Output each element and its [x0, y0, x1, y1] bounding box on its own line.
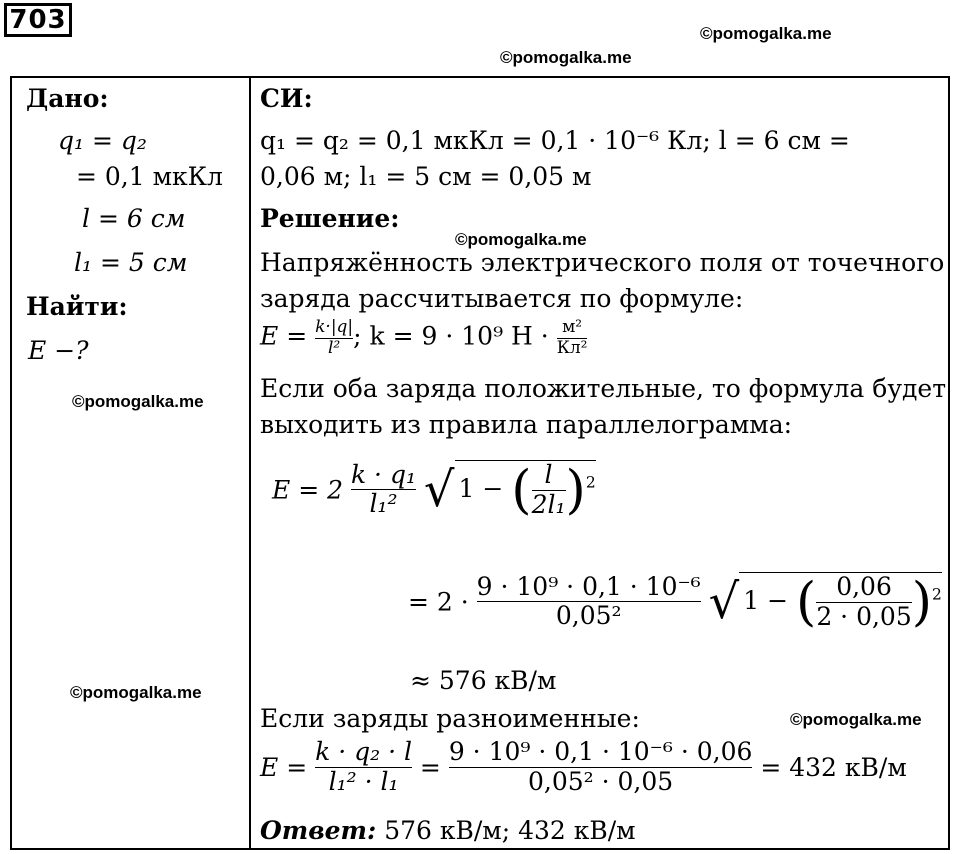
formula-3-left-paren: ( [796, 572, 817, 633]
formula-3-numerator: 9 · 10⁹ · 0,1 · 10⁻⁶ [476, 571, 701, 601]
answer-line [260, 816, 636, 845]
result-same-sign: ≈ 576 кВ/м [410, 666, 557, 695]
formula-5-equals: = [419, 752, 441, 782]
formula-parallelogram-numeric [408, 572, 942, 632]
formula-2-exponent: 2 [585, 473, 596, 492]
formula-2-inner-denominator: 2l₁ [531, 489, 566, 519]
given-line-2: = 0,1 мкКл [76, 162, 223, 191]
formula-5-numerator-2: 9 · 10⁹ · 0,1 · 10⁻⁶ · 0,06 [448, 737, 753, 766]
formula-2-lhs: E = 2 [272, 475, 343, 505]
watermark-top-center: ©pomogalka.me [500, 48, 632, 67]
formula-2-left-paren: ( [511, 460, 532, 521]
formula-5-denominator-2: 0,05² · 0,05 [449, 767, 753, 797]
problem-number: 703 [4, 3, 72, 37]
formula-3-lhs: = 2 · [408, 587, 469, 617]
formula-1-numerator: k·|q| [315, 317, 354, 337]
column-divider [249, 76, 251, 850]
formula-opposite-signs [260, 738, 907, 797]
formula-1-lhs: E = [260, 321, 308, 351]
formula-3-inner-denominator: 2 · 0,05 [816, 601, 912, 631]
formula-field-definition [260, 318, 587, 358]
formula-3-exponent: 2 [932, 585, 942, 604]
si-line-2: 0,06 м; l₁ = 5 см = 0,05 м [260, 162, 592, 191]
formula-5-denominator-1: l₁² · l₁ [315, 767, 412, 797]
formula-1-constant: ; k = 9 · 10⁹ Н · [353, 321, 549, 351]
formula-3-radicand [739, 572, 942, 632]
formula-2-inner-numerator: l [544, 460, 553, 489]
formula-2-fraction [351, 461, 416, 520]
si-line-1: q₁ = q₂ = 0,1 мкКл = 0,1 · 10⁻⁶ Кл; l = 6 см = [260, 126, 850, 155]
formula-5-result: = 432 кВ/м [760, 752, 907, 782]
formula-3-fraction [477, 573, 701, 632]
formula-1-denominator: l² [315, 338, 353, 359]
formula-5-fraction-2 [449, 738, 753, 797]
watermark-left-upper: ©pomogalka.me [72, 392, 204, 411]
formula-3-right-paren: ) [911, 572, 933, 633]
formula-3-inner-numerator: 0,06 [836, 572, 892, 601]
watermark-top-right: ©pomogalka.me [700, 24, 832, 43]
solution-paragraph-2: заряда рассчитывается по формуле: [260, 284, 744, 313]
solution-heading: Решение: [260, 204, 400, 233]
formula-1-unit-fraction [557, 318, 588, 358]
formula-parallelogram-symbolic [272, 460, 596, 520]
solution-paragraph-4: выходить из правила параллелограмма: [260, 410, 793, 439]
given-line-4: l₁ = 5 см [74, 248, 188, 277]
si-heading: СИ: [260, 84, 313, 113]
watermark-left-lower: ©pomogalka.me [70, 683, 202, 702]
solution-paragraph-5: Если заряды разноименные: [260, 704, 640, 733]
find-heading: Найти: [26, 292, 128, 321]
solution-paragraph-1: Напряжённость электрического поля от точечного [260, 248, 945, 277]
formula-1-unit-numerator: м² [562, 317, 583, 337]
find-value: E −? [28, 336, 89, 365]
formula-3-one-minus: 1 − [743, 585, 789, 615]
formula-3-radical-sign: √ [708, 573, 740, 630]
formula-2-inner-fraction [532, 461, 566, 520]
formula-1-fraction [315, 318, 353, 358]
solution-paragraph-3: Если оба заряда положительные, то формула будет [260, 374, 947, 403]
formula-2-radical-sign: √ [423, 461, 455, 518]
formula-2-numerator: k · q₁ [350, 459, 416, 489]
answer-value: 576 кВ/м; 432 кВ/м [384, 816, 636, 845]
formula-3-inner-fraction [816, 573, 911, 632]
formula-2-one-minus: 1 − [458, 473, 504, 503]
formula-5-lhs: E = [260, 752, 308, 782]
formula-2-right-paren: ) [565, 460, 586, 521]
formula-3-denominator: 0,05² [477, 601, 701, 631]
formula-5-numerator-1: k · q₂ · l [315, 737, 412, 766]
formula-2-radicand [455, 460, 596, 520]
watermark-right-lower: ©pomogalka.me [790, 710, 922, 729]
formula-2-denominator: l₁² [351, 489, 416, 519]
formula-1-unit-denominator: Кл² [556, 337, 588, 358]
given-line-1: q₁ = q₂ [58, 126, 147, 155]
given-line-3: l = 6 см [82, 204, 186, 233]
given-heading: Дано: [26, 84, 109, 113]
formula-5-fraction-1 [315, 738, 412, 797]
watermark-middle: ©pomogalka.me [455, 230, 587, 249]
answer-label: Ответ: [260, 816, 377, 845]
